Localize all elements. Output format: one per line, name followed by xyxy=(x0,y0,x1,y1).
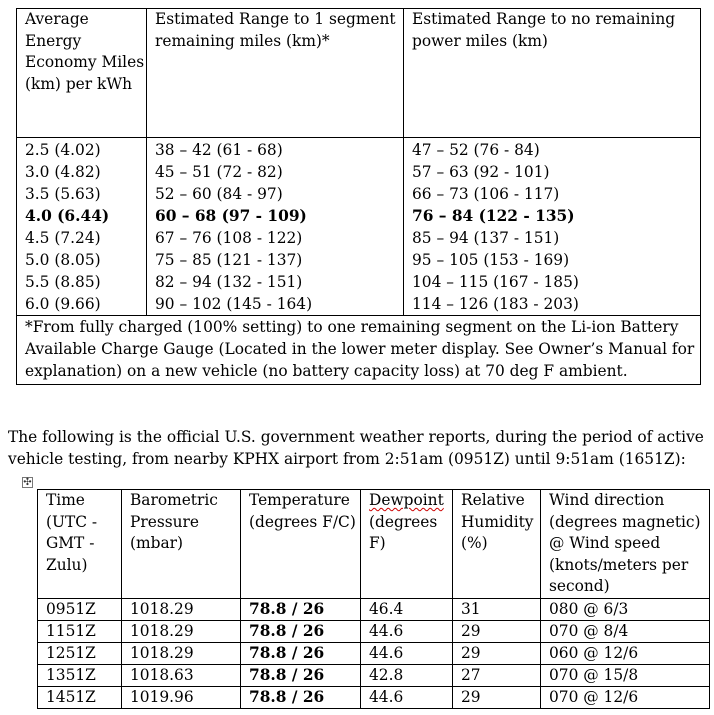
header-pressure: Barometric Pressure (mbar) xyxy=(122,490,241,599)
header-temperature: Temperature (degrees F/C) xyxy=(241,490,361,599)
move-table-icon[interactable]: ✣ xyxy=(23,477,32,488)
table-row xyxy=(38,686,710,708)
header-wind: Wind direction (degrees magnetic) @ Wind speed (knots/meters per second) xyxy=(541,490,710,599)
table-row xyxy=(17,227,701,249)
temperature-cell: 78.8 / 26 xyxy=(241,686,361,708)
range-one-segment-cell: 75 – 85 (121 - 137) xyxy=(147,249,404,271)
header-humidity: Relative Humidity (%) xyxy=(453,490,541,599)
range-no-power-cell: 57 – 63 (92 - 101) xyxy=(404,161,701,183)
dewpoint-spellcheck-word: Dewpoint xyxy=(369,491,444,509)
dewpoint-cell: 44.6 xyxy=(361,686,453,708)
range-no-power-cell: 85 – 94 (137 - 151) xyxy=(404,227,701,249)
economy-cell: 2.5 (4.02) xyxy=(17,138,147,162)
economy-cell: 3.5 (5.63) xyxy=(17,183,147,205)
pressure-cell: 1018.29 xyxy=(122,620,241,642)
economy-cell: 4.5 (7.24) xyxy=(17,227,147,249)
humidity-cell: 29 xyxy=(453,620,541,642)
header-energy-economy: Average Energy Economy Miles (km) per kWh xyxy=(17,9,147,138)
range-no-power-cell: 104 – 115 (167 - 185) xyxy=(404,271,701,293)
range-no-power-cell: 66 – 73 (106 - 117) xyxy=(404,183,701,205)
time-cell: 1251Z xyxy=(38,642,122,664)
humidity-cell: 29 xyxy=(453,686,541,708)
range-no-power-cell: 95 – 105 (153 - 169) xyxy=(404,249,701,271)
table-row xyxy=(38,620,710,642)
range-no-power-cell: 76 – 84 (122 - 135) xyxy=(404,205,701,227)
temperature-cell: 78.8 / 26 xyxy=(241,664,361,686)
range-table xyxy=(16,8,701,385)
temperature-cell: 78.8 / 26 xyxy=(241,642,361,664)
humidity-cell: 29 xyxy=(453,642,541,664)
weather-intro-paragraph: The following is the official U.S. government weather reports, during the period of active vehicle testing, from nearby KPHX airport from 2:51am (0951Z) until 9:51am (1651Z): xyxy=(8,428,704,468)
economy-cell: 6.0 (9.66) xyxy=(17,293,147,316)
economy-cell: 3.0 (4.82) xyxy=(17,161,147,183)
table-row xyxy=(17,293,701,316)
dewpoint-cell: 42.8 xyxy=(361,664,453,686)
range-table-header-row xyxy=(17,9,701,138)
footnote-row xyxy=(17,316,701,385)
wind-cell: 070 @ 15/8 xyxy=(541,664,710,686)
temperature-cell: 78.8 / 26 xyxy=(241,620,361,642)
pressure-cell: 1018.29 xyxy=(122,598,241,620)
wind-cell: 080 @ 6/3 xyxy=(541,598,710,620)
range-no-power-cell: 47 – 52 (76 - 84) xyxy=(404,138,701,162)
dewpoint-cell: 44.6 xyxy=(361,642,453,664)
table-row xyxy=(17,138,701,162)
economy-cell: 4.0 (6.44) xyxy=(17,205,147,227)
table-row xyxy=(17,271,701,293)
range-one-segment-cell: 45 – 51 (72 - 82) xyxy=(147,161,404,183)
weather-table-header-row xyxy=(38,490,710,599)
range-one-segment-cell: 60 – 68 (97 - 109) xyxy=(147,205,404,227)
table-row xyxy=(38,642,710,664)
range-table-footnote: *From fully charged (100% setting) to one remaining segment on the Li-ion Battery Available Charge Gauge (Located in the lower meter display. See Owner’s Manual for explanation) on a new vehicle (no battery capacity loss) at 70 deg F ambient. xyxy=(17,316,701,385)
temperature-cell: 78.8 / 26 xyxy=(241,598,361,620)
pressure-cell: 1018.29 xyxy=(122,642,241,664)
wind-cell: 060 @ 12/6 xyxy=(541,642,710,664)
time-cell: 1151Z xyxy=(38,620,122,642)
table-row xyxy=(38,664,710,686)
humidity-cell: 31 xyxy=(453,598,541,620)
range-no-power-cell: 114 – 126 (183 - 203) xyxy=(404,293,701,316)
dewpoint-cell: 46.4 xyxy=(361,598,453,620)
time-cell: 1451Z xyxy=(38,686,122,708)
wind-cell: 070 @ 8/4 xyxy=(541,620,710,642)
range-one-segment-cell: 67 – 76 (108 - 122) xyxy=(147,227,404,249)
table-row-highlighted xyxy=(17,205,701,227)
header-time: Time (UTC - GMT - Zulu) xyxy=(38,490,122,599)
header-dewpoint: Dewpoint (degrees F) xyxy=(361,490,453,599)
economy-cell: 5.5 (8.85) xyxy=(17,271,147,293)
time-cell: 0951Z xyxy=(38,598,122,620)
dewpoint-cell: 44.6 xyxy=(361,620,453,642)
pressure-cell: 1019.96 xyxy=(122,686,241,708)
pressure-cell: 1018.63 xyxy=(122,664,241,686)
economy-cell: 5.0 (8.05) xyxy=(17,249,147,271)
table-row xyxy=(17,161,701,183)
header-range-no-power: Estimated Range to no remaining power miles (km) xyxy=(404,9,701,138)
header-range-one-segment: Estimated Range to 1 segment remaining miles (km)* xyxy=(147,9,404,138)
table-row xyxy=(38,598,710,620)
weather-table xyxy=(37,489,710,709)
table-row xyxy=(17,183,701,205)
range-one-segment-cell: 82 – 94 (132 - 151) xyxy=(147,271,404,293)
time-cell: 1351Z xyxy=(38,664,122,686)
range-one-segment-cell: 52 – 60 (84 - 97) xyxy=(147,183,404,205)
range-one-segment-cell: 90 – 102 (145 - 164) xyxy=(147,293,404,316)
range-one-segment-cell: 38 – 42 (61 - 68) xyxy=(147,138,404,162)
humidity-cell: 27 xyxy=(453,664,541,686)
wind-cell: 070 @ 12/6 xyxy=(541,686,710,708)
table-row xyxy=(17,249,701,271)
